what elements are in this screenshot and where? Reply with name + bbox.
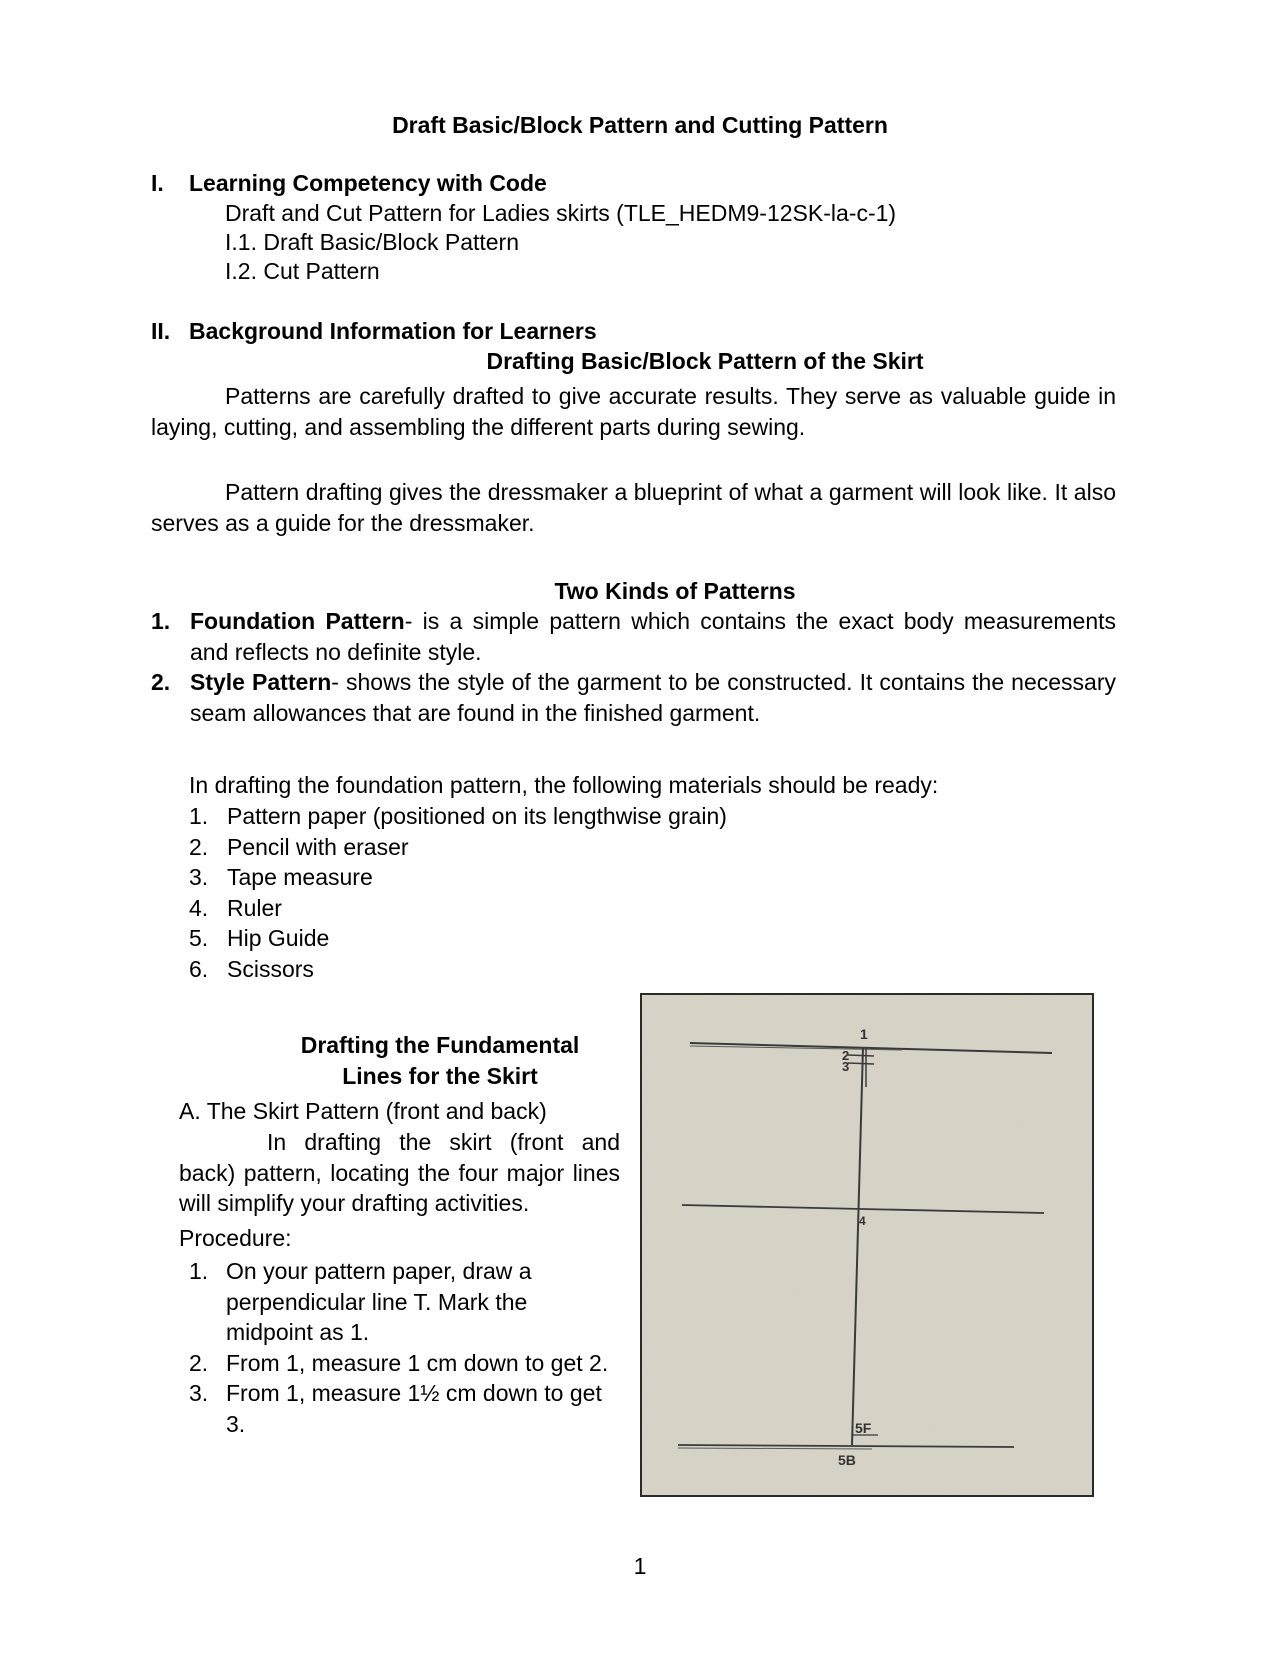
list-item-text: On your pattern paper, draw a perpendicular line T. Mark the midpoint as 1. (226, 1258, 532, 1345)
list-item-text: Pattern paper (positioned on its lengthwise grain) (227, 803, 727, 829)
paragraph-patterns (151, 381, 1116, 442)
paragraph-patterns-text: Patterns are carefully drafted to give accurate results. They serve as valuable guide in laying, cutting, and assembling the different parts during sewing. (151, 383, 1116, 440)
list-item-number: 4. (189, 894, 209, 921)
competency-sub-2: I.2. Cut Pattern (225, 258, 380, 284)
kinds-item (151, 667, 1116, 728)
procedure-label: Procedure: (179, 1225, 292, 1251)
kinds-list (151, 606, 1116, 728)
list-item-number: 3. (189, 1380, 209, 1406)
list-item-text: From 1, measure 1½ cm down to get 3. (226, 1380, 602, 1437)
skirt-lines-diagram (642, 995, 1092, 1495)
list-item-text: Tape measure (227, 864, 373, 890)
list-item (189, 801, 727, 832)
kinds-heading: Two Kinds of Patterns (554, 578, 796, 604)
fundamental-paragraph-text: In drafting the skirt (front and back) pattern, locating the four major lines will simplify your drafting activities. (179, 1129, 620, 1216)
list-item (189, 832, 727, 863)
list-item (179, 1348, 620, 1379)
list-item (189, 923, 727, 954)
section-2-subheading: Drafting Basic/Block Pattern of the Skirt (486, 348, 924, 374)
label-3: 3 (842, 1059, 850, 1074)
list-item-text: Pencil with eraser (227, 833, 409, 860)
list-item-number: 1. (189, 1258, 209, 1284)
list-item-number: 1. (189, 803, 209, 829)
fundamental-heading-line-2: Lines for the Skirt (342, 1063, 538, 1089)
kinds-item-term: Style Pattern (190, 669, 332, 695)
list-item-number: 2. (189, 1349, 209, 1376)
paragraph-drafting (151, 477, 1116, 538)
kinds-item-term: Foundation Pattern (190, 608, 405, 634)
subsection-label: A. The Skirt Pattern (front and back) (179, 1098, 547, 1124)
kinds-item-text: - is a simple pattern which contains the exact body measurements and reflects no definite style. (190, 608, 1117, 665)
list-item (189, 954, 727, 985)
kinds-item-number: 2. (151, 669, 171, 695)
list-item-text: Hip Guide (227, 925, 330, 951)
kinds-item (151, 606, 1116, 667)
list-item-number: 5. (189, 925, 209, 951)
kinds-item-text: - shows the style of the garment to be constructed. It contains the necessary seam allowances that are found in the finished garment. (190, 669, 1117, 726)
fundamental-heading-line-1: Drafting the Fundamental (300, 1032, 580, 1058)
list-item (179, 1256, 620, 1348)
page-title: Draft Basic/Block Pattern and Cutting Pattern (392, 112, 888, 138)
competency-sub-1: I.1. Draft Basic/Block Pattern (225, 229, 520, 255)
section-1-title: Learning Competency with Code (189, 170, 547, 196)
kinds-item-number: 1. (151, 608, 171, 634)
tick-3 (848, 1063, 874, 1064)
skirt-lines-figure (640, 993, 1094, 1497)
paragraph-drafting-text: Pattern drafting gives the dressmaker a blueprint of what a garment will look like. It also serves as a guide for the dressmaker. (151, 479, 1116, 536)
list-item-text: Ruler (227, 894, 282, 921)
list-item-text: Scissors (227, 955, 314, 982)
competency-line: Draft and Cut Pattern for Ladies skirts (TLE_HEDM9-12SK-la-c-1) (225, 200, 897, 226)
list-item (179, 1378, 620, 1439)
fundamental-heading (270, 1030, 610, 1092)
list-item-number: 6. (189, 955, 209, 982)
section-1-number: I. (151, 170, 164, 196)
page-number: 1 (633, 1553, 647, 1579)
section-2-heading (151, 316, 597, 347)
label-5b: 5B (838, 1452, 856, 1468)
list-item (189, 893, 727, 924)
procedure-list (179, 1256, 620, 1439)
label-1: 1 (860, 1026, 868, 1042)
tick-2 (848, 1055, 874, 1056)
list-item-number: 3. (189, 864, 209, 890)
list-item (189, 862, 727, 893)
section-1-heading (151, 168, 547, 199)
label-5f: 5F (855, 1420, 872, 1436)
section-2-title: Background Information for Learners (189, 318, 597, 344)
materials-intro: In drafting the foundation pattern, the following materials should be ready: (189, 772, 939, 798)
label-2: 2 (842, 1048, 850, 1063)
list-item-number: 2. (189, 833, 209, 860)
materials-list (189, 801, 727, 984)
list-item-text: From 1, measure 1 cm down to get 2. (226, 1349, 609, 1376)
section-2-number: II. (151, 318, 171, 344)
fundamental-paragraph (179, 1127, 620, 1219)
label-4: 4 (859, 1214, 866, 1228)
